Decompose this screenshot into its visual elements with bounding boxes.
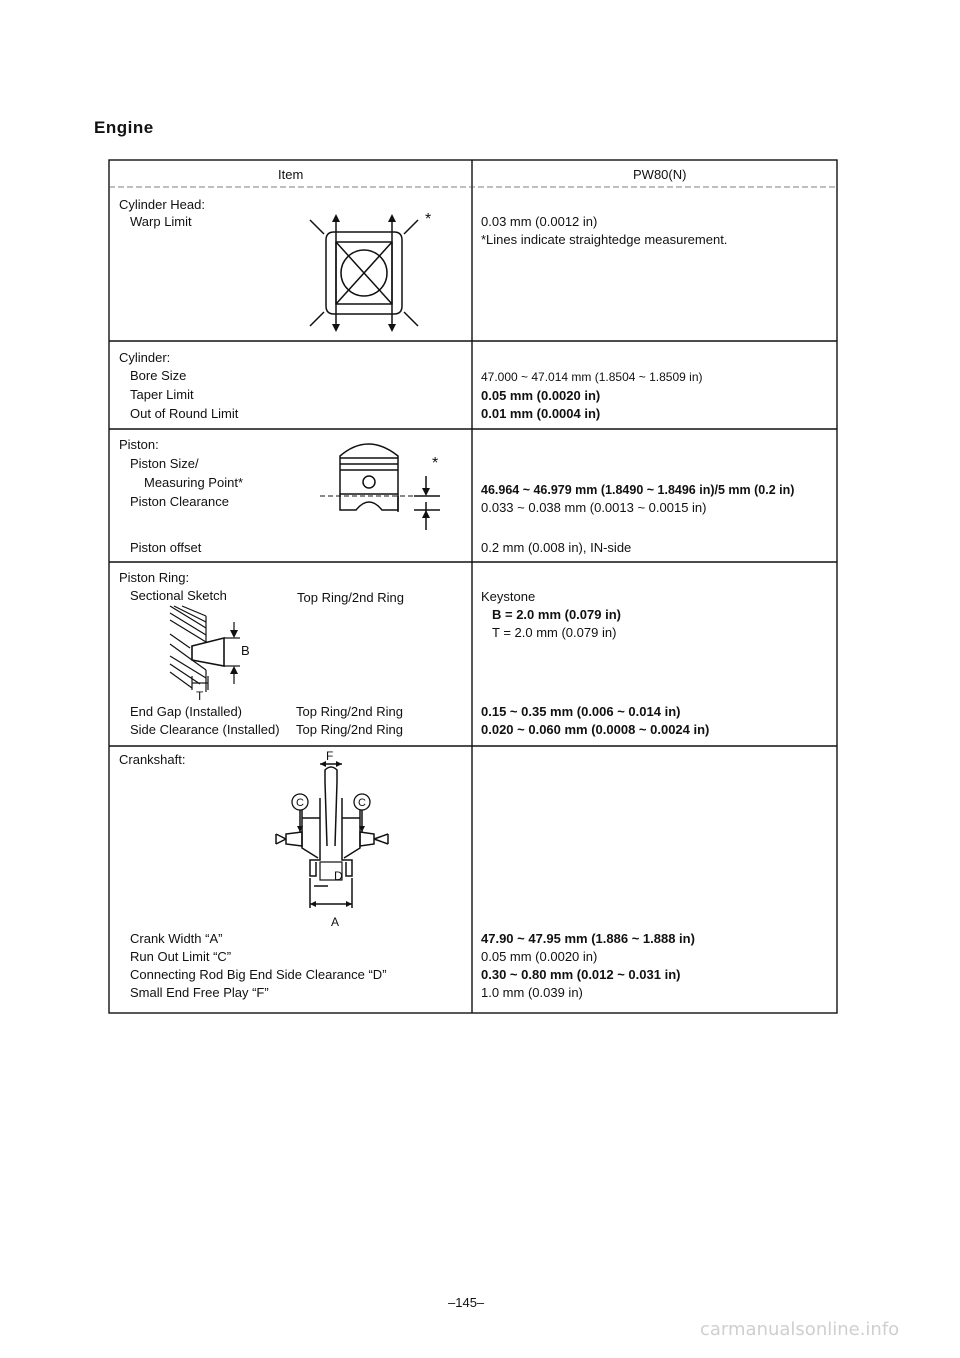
piston-heading: Piston:: [119, 437, 159, 452]
piston-size-label: Piston Size/: [130, 456, 199, 471]
crank-width-label: Crank Width “A”: [130, 931, 223, 946]
cylinder-head-heading: Cylinder Head:: [119, 197, 205, 212]
sketch-label-t: T: [196, 689, 204, 703]
header-model: PW80(N): [633, 167, 687, 182]
crank-label-c-right: C: [358, 797, 366, 809]
side-clearance-sub: Top Ring/2nd Ring: [296, 722, 403, 737]
crankshaft-diagram: [262, 758, 442, 918]
piston-clearance-label: Piston Clearance: [130, 494, 229, 509]
piston-clearance-value: 0.033 ~ 0.038 mm (0.0013 ~ 0.0015 in): [481, 500, 707, 515]
end-gap-label: End Gap (Installed): [130, 704, 243, 719]
piston-asterisk: *: [432, 455, 439, 472]
ring-section-diagram: [170, 606, 270, 698]
crankshaft-heading: Crankshaft:: [119, 752, 186, 767]
warp-limit-label: Warp Limit: [130, 214, 192, 229]
side-clearance-value: 0.020 ~ 0.060 mm (0.0008 ~ 0.0024 in): [481, 722, 710, 737]
page-title: Engine: [94, 118, 154, 137]
crank-label-f: F: [326, 749, 334, 763]
watermark[interactable]: carmanualsonline.info: [700, 1319, 900, 1340]
taper-limit-label: Taper Limit: [130, 387, 194, 402]
big-end-clearance-value: 0.30 ~ 0.80 mm (0.012 ~ 0.031 in): [481, 967, 681, 982]
side-clearance-label: Side Clearance (Installed): [130, 722, 280, 737]
sketch-label-b: B: [241, 643, 250, 658]
end-gap-value: 0.15 ~ 0.35 mm (0.006 ~ 0.014 in): [481, 704, 681, 719]
run-out-value: 0.05 mm (0.0020 in): [481, 949, 598, 964]
piston-offset-label: Piston offset: [130, 540, 202, 555]
keystone-value: Keystone: [481, 589, 536, 604]
cylinder-head-note: *Lines indicate straightedge measurement.: [481, 232, 728, 247]
crank-width-value: 47.90 ~ 47.95 mm (1.886 ~ 1.888 in): [481, 931, 695, 946]
end-gap-sub: Top Ring/2nd Ring: [296, 704, 403, 719]
out-of-round-label: Out of Round Limit: [130, 406, 239, 421]
small-end-play-value: 1.0 mm (0.039 in): [481, 985, 583, 1000]
ring-b-value: B = 2.0 mm (0.079 in): [492, 607, 621, 622]
ring-t-value: T = 2.0 mm (0.079 in): [492, 625, 617, 640]
piston-diagram: [302, 434, 442, 534]
piston-ring-heading: Piston Ring:: [119, 570, 190, 585]
sectional-sketch-label: Sectional Sketch: [130, 588, 227, 603]
run-out-label: Run Out Limit “C”: [130, 949, 232, 964]
small-end-play-label: Small End Free Play “F”: [130, 985, 269, 1000]
taper-limit-value: 0.05 mm (0.0020 in): [481, 388, 601, 403]
header-item: Item: [278, 167, 304, 182]
sectional-sketch-sub: Top Ring/2nd Ring: [297, 590, 404, 605]
out-of-round-value: 0.01 mm (0.0004 in): [481, 406, 601, 421]
cylinder-head-value: 0.03 mm (0.0012 in): [481, 214, 598, 229]
big-end-clearance-label: Connecting Rod Big End Side Clearance “D”: [130, 967, 387, 982]
cylinder-head-diagram: [296, 208, 436, 338]
crank-label-a: A: [331, 915, 340, 929]
cylinder-heading: Cylinder:: [119, 350, 171, 365]
measuring-point-label: Measuring Point*: [144, 475, 243, 490]
piston-offset-value: 0.2 mm (0.008 in), IN-side: [481, 540, 632, 555]
crank-label-c-left: C: [296, 797, 304, 809]
page-number: –145–: [448, 1295, 485, 1310]
crank-label-d: D: [334, 869, 343, 883]
warp-asterisk: *: [425, 211, 432, 228]
bore-size-value: 47.000 ~ 47.014 mm (1.8504 ~ 1.8509 in): [481, 370, 703, 384]
bore-size-label: Bore Size: [130, 368, 187, 383]
piston-size-value: 46.964 ~ 46.979 mm (1.8490 ~ 1.8496 in)/5 mm (0.2 in): [481, 483, 795, 497]
